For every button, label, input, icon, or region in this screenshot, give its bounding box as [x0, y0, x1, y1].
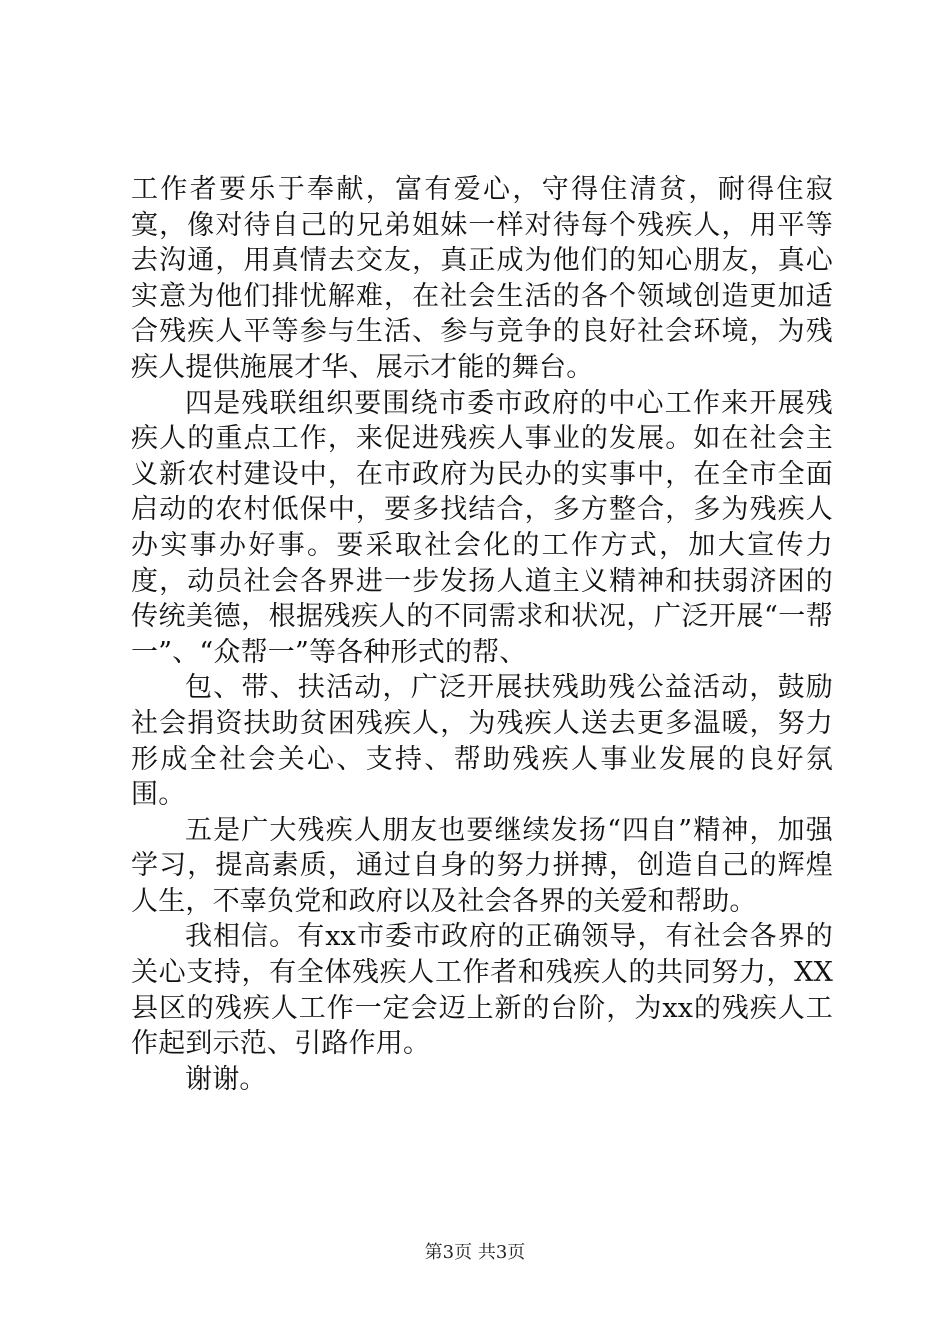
paragraph-conclusion: 我相信。有xx市委市政府的正确领导，有社会各界的关心支持，有全体残疾人工作者和残疾人的共同努力，XX县区的残疾人工作一定会迈上新的台阶，为xx的残疾人工作起到示范、引路作用。	[131, 921, 833, 1060]
paragraph-activities: 包、带、扶活动，广泛开展扶残助残公益活动，鼓励社会捐资扶助贫困残疾人，为残疾人送去更多温暖，努力形成全社会关心、支持、帮助残疾人事业发展的良好氛围。	[131, 672, 833, 811]
paragraph-thanks: 谢谢。	[185, 1063, 267, 1095]
paragraph-point-five: 五是广大残疾人朋友也要继续发扬“四自”精神，加强学习，提高素质，通过自身的努力拼搏，创造自己的辉煌人生，不辜负党和政府以及社会各界的关爱和帮助。	[131, 814, 833, 917]
document-body	[131, 172, 833, 1097]
page-footer: 第3页 共3页	[424, 1242, 526, 1263]
paragraph-continued: 工作者要乐于奉献，富有爱心，守得住清贫，耐得住寂寞，像对待自己的兄弟姐妹一样对待每个残疾人，用平等去沟通，用真情去交友，真正成为他们的知心朋友，真心实意为他们排忧解难，在社会生活的各个领域创造更加适合残疾人平等参与生活、参与竞争的良好社会环境，为残疾人提供施展才华、展示才能的舞台。	[131, 174, 833, 383]
paragraph-point-four: 四是残联组织要围绕市委市政府的中心工作来开展残疾人的重点工作，来促进残疾人事业的发展。如在社会主义新农村建设中，在市政府为民办的实事中，在全市全面启动的农村低保中，要多找结合，多方整合，多为残疾人办实事办好事。要采取社会化的工作方式，加大宣传力度，动员社会各界进一步发扬人道主义精神和扶弱济困的传统美德，根据残疾人的不同需求和状况，广泛开展“一帮一”、“众帮一”等各种形式的帮、	[131, 387, 833, 668]
